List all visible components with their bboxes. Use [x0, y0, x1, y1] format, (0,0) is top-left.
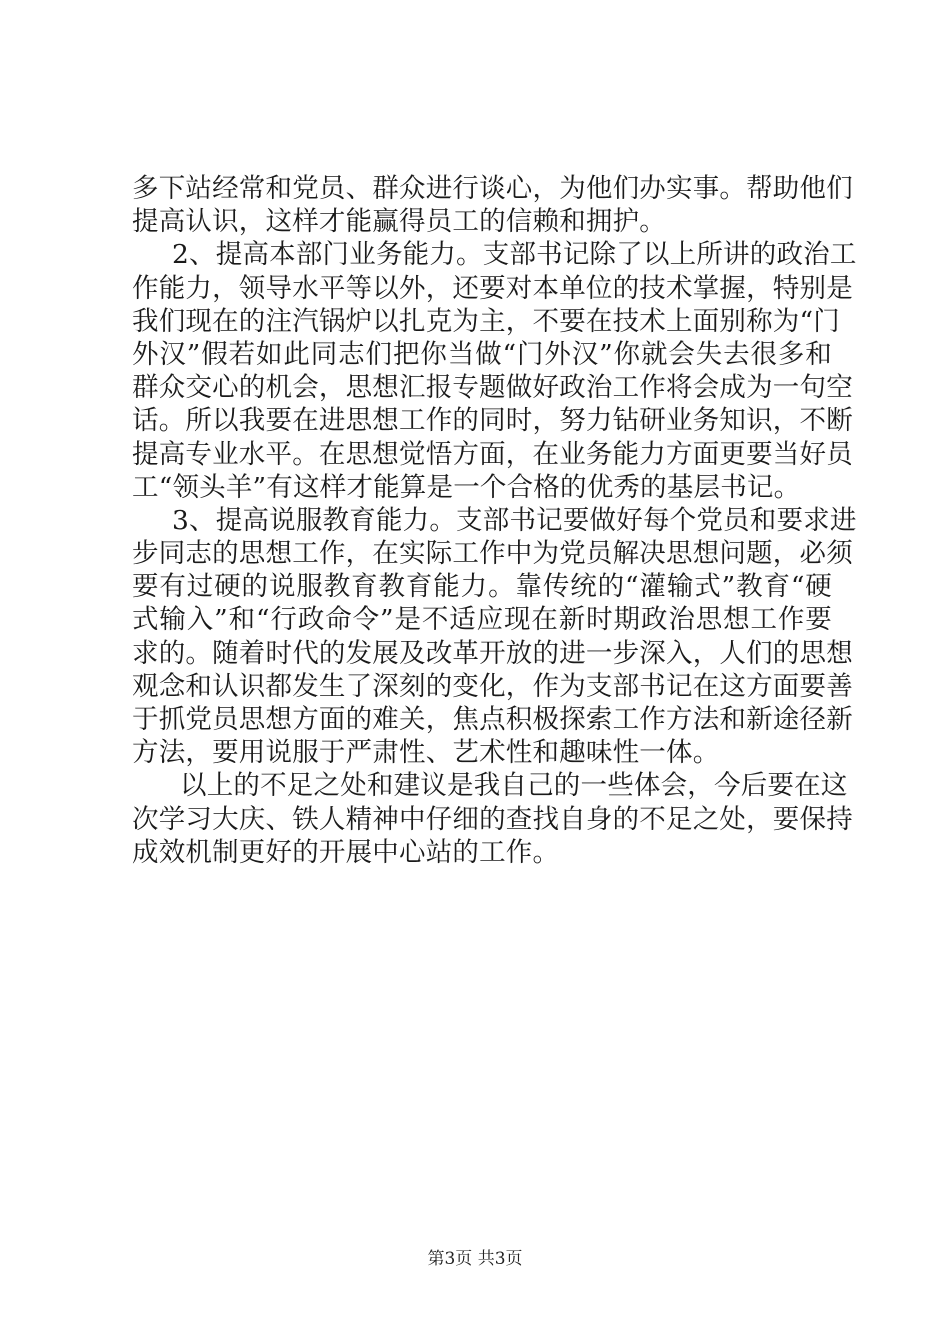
paragraph-start-line: 2、提高本部门业务能力。支部书记除了以上所讲的政治工: [172, 239, 857, 271]
text-line: 求的。随着时代的发展及改革开放的进一步深入，人们的思想: [132, 637, 853, 669]
text-line: 式输入”和“行政命令”是不适应现在新时期政治思想工作要: [132, 604, 832, 636]
text-line: 次学习大庆、铁人精神中仔细的查找自身的不足之处，要保持: [132, 803, 853, 835]
text-line: 群众交心的机会，思想汇报专题做好政治工作将会成为一句空: [132, 372, 853, 404]
text-line: 要有过硬的说服教育教育能力。靠传统的“灌输式”教育“硬: [132, 571, 832, 603]
text-line: 工“领头羊”有这样才能算是一个合格的优秀的基层书记。: [132, 471, 801, 503]
text-line: 作能力，领导水平等以外，还要对本单位的技术掌握，特别是: [132, 272, 853, 304]
text-line: 步同志的思想工作，在实际工作中为党员解决思想问题，必须: [132, 538, 853, 570]
text-line: 外汉”假若如此同志们把你当做“门外汉”你就会失去很多和: [132, 338, 832, 370]
text-line: 提高认识，这样才能赢得员工的信赖和拥护。: [132, 206, 666, 238]
document-body: [132, 172, 857, 869]
text-line: 提高专业水平。在思想觉悟方面，在业务能力方面更要当好员: [132, 438, 853, 470]
text-line: 于抓党员思想方面的难关，焦点积极探索工作方法和新途径新: [132, 704, 853, 735]
text-line: 方法，要用说服于严肃性、艺术性和趣味性一体。: [132, 737, 720, 769]
text-line: 我们现在的注汽锅炉以扎克为主，不要在技术上面别称为“门: [132, 305, 840, 337]
text-line: 多下站经常和党员、群众进行谈心，为他们办实事。帮助他们: [132, 173, 853, 204]
text-line: 观念和认识都发生了深刻的变化，作为支部书记在这方面要善: [132, 670, 853, 702]
paragraph-start-line: 以上的不足之处和建议是我自己的一些体会，今后要在这: [180, 770, 848, 802]
paragraph-start-line: 3、提高说服教育能力。支部书记要做好每个党员和要求进: [172, 504, 857, 536]
text-line: 话。所以我要在进思想工作的同时，努力钻研业务知识，不断: [132, 405, 853, 437]
page-number: 第3页 共3页: [427, 1249, 523, 1269]
text-line: 成效机制更好的开展中心站的工作。: [132, 836, 560, 868]
